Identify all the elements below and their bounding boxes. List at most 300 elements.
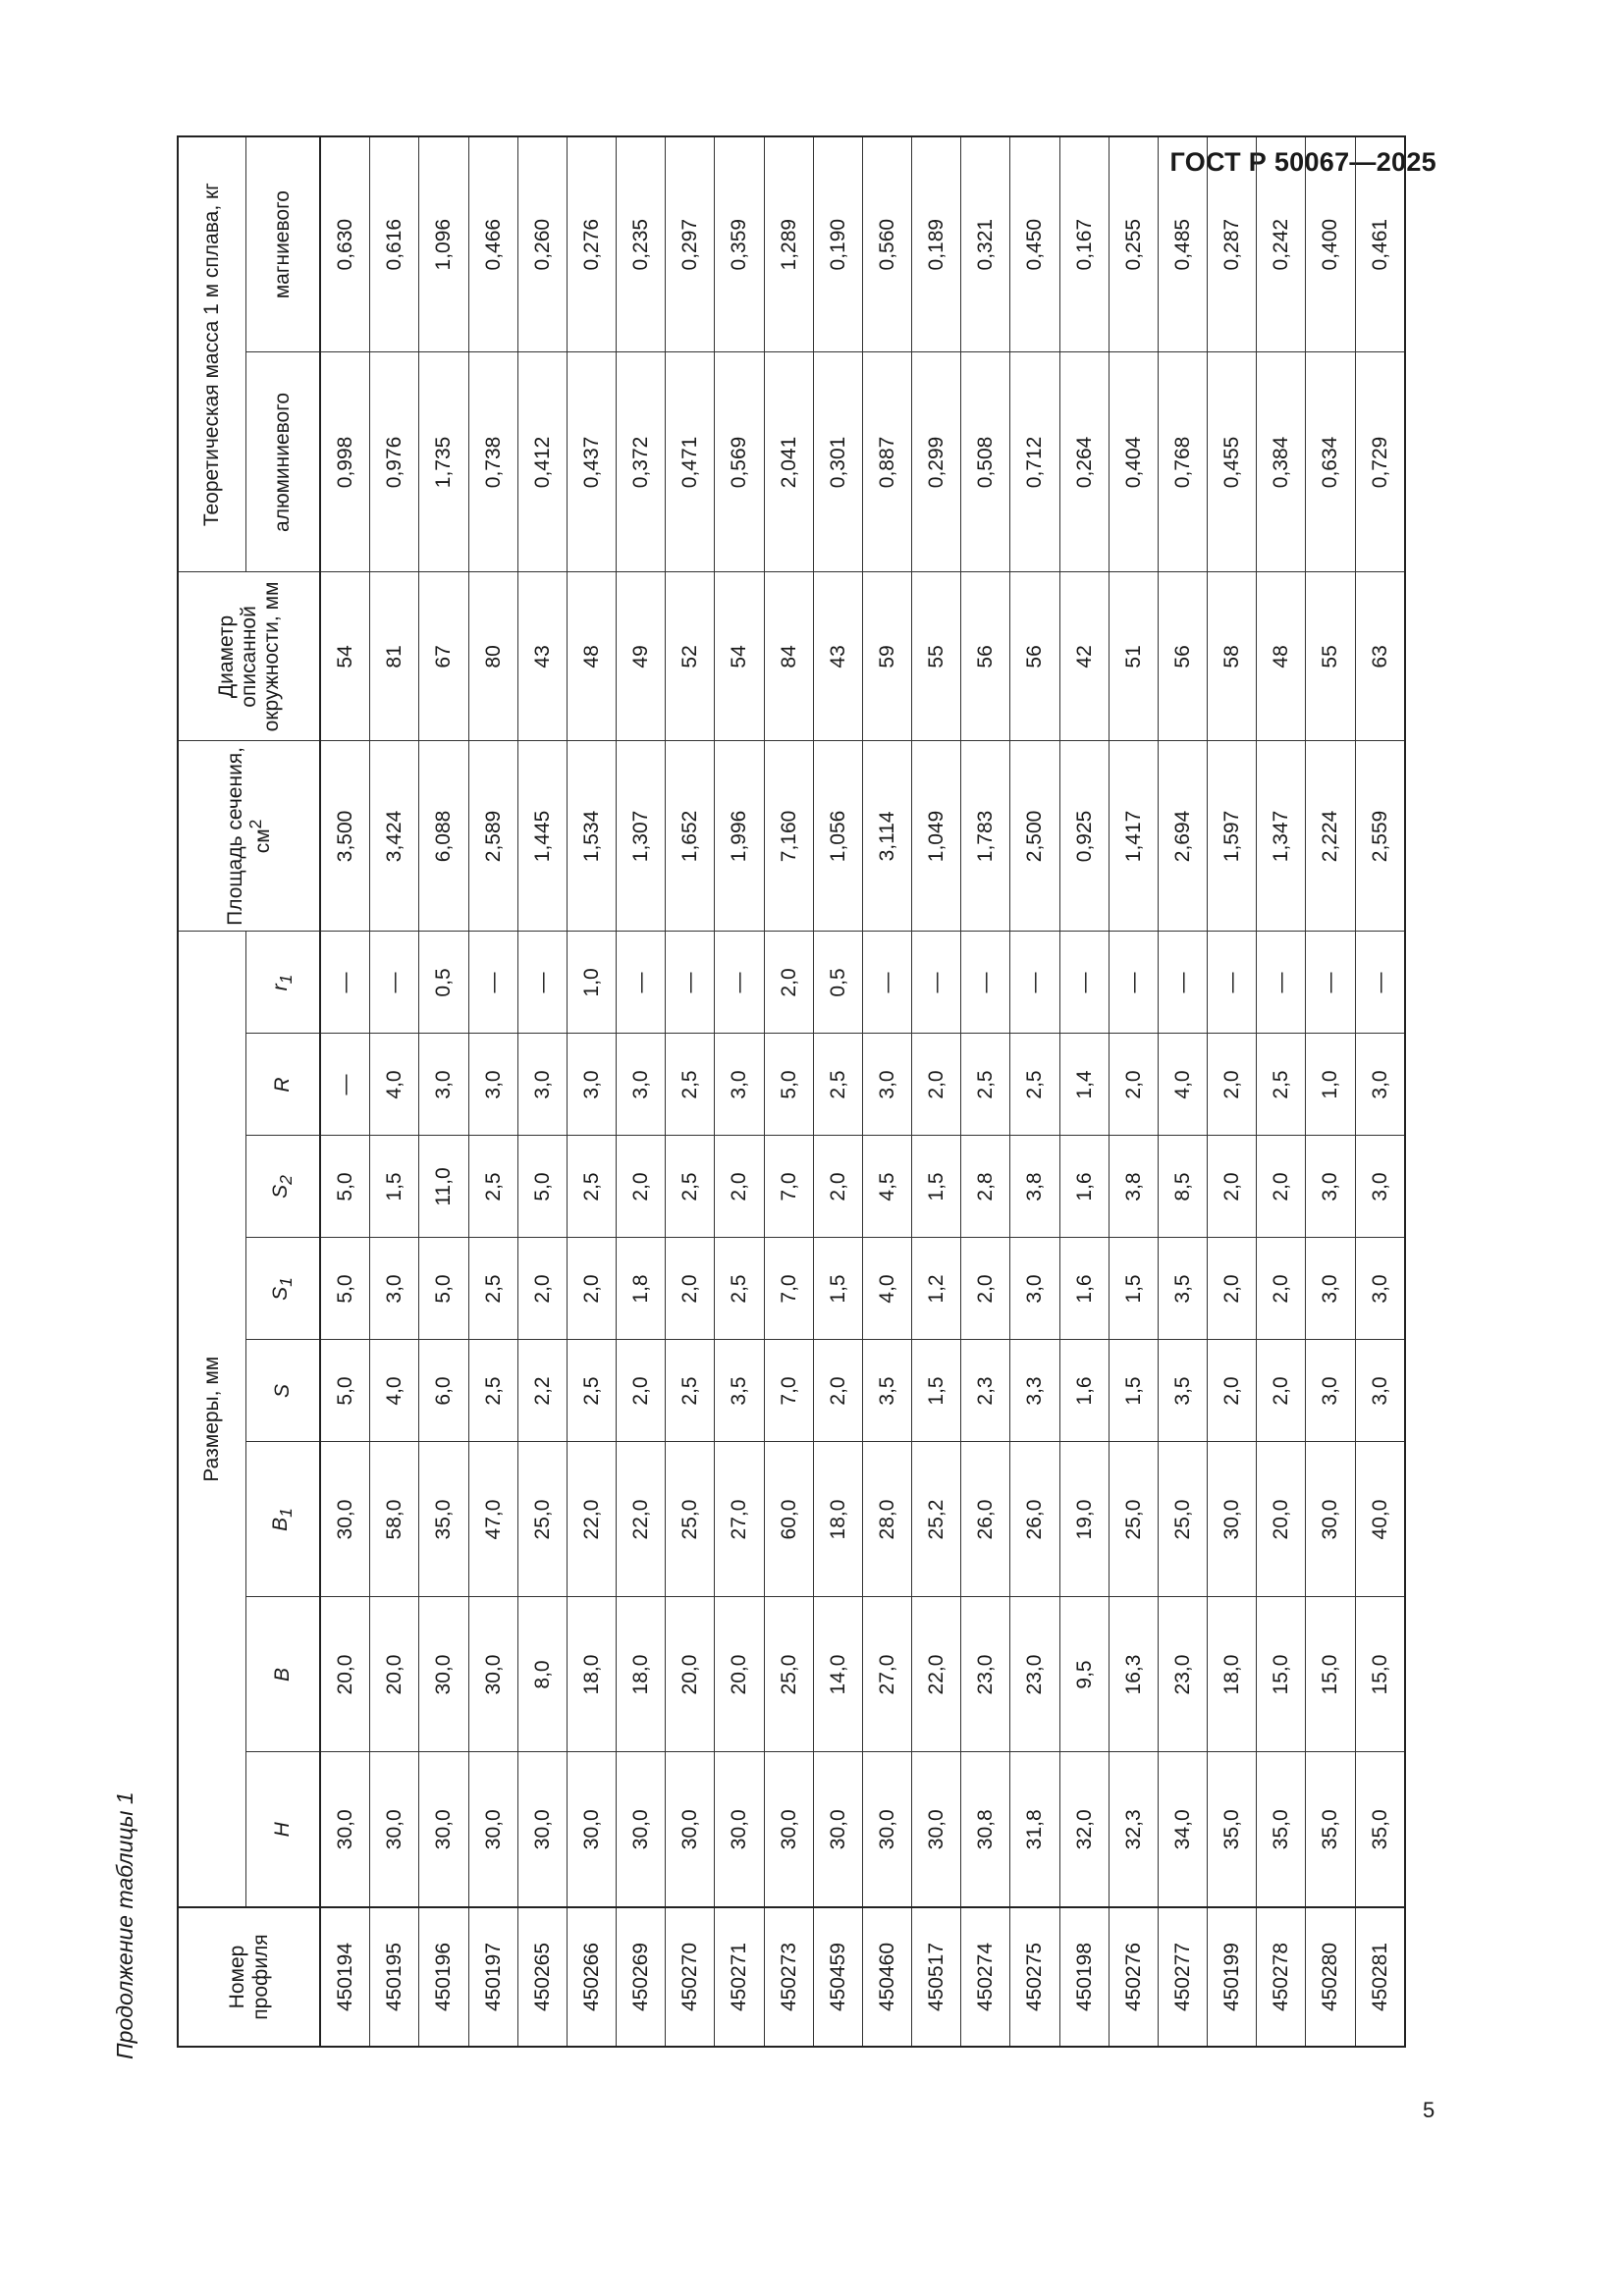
header-area: Площадь сечения, $см^2$ bbox=[178, 741, 320, 932]
table-cell: 2,5 bbox=[468, 1238, 517, 1340]
table-cell: 30,0 bbox=[320, 1752, 370, 1907]
table-cell: 9,5 bbox=[1059, 1597, 1109, 1752]
table-cell: 2,0 bbox=[1208, 1034, 1257, 1136]
table-cell: — bbox=[666, 932, 715, 1034]
table-cell: 2,0 bbox=[1109, 1034, 1158, 1136]
table-cell: 2,0 bbox=[666, 1238, 715, 1340]
table-cell: 8,0 bbox=[517, 1597, 567, 1752]
table-cell: 30,0 bbox=[715, 1752, 764, 1907]
table-cell: 2,5 bbox=[715, 1238, 764, 1340]
header-r: R bbox=[246, 1034, 321, 1136]
table-cell: 5,0 bbox=[517, 1136, 567, 1238]
table-cell: 2,0 bbox=[912, 1034, 961, 1136]
table-body bbox=[320, 136, 1405, 2047]
header-s1: $S_1$ bbox=[246, 1238, 321, 1340]
table-cell: 55 bbox=[1306, 572, 1355, 741]
table-cell: 51 bbox=[1109, 572, 1158, 741]
table-cell: 0,321 bbox=[961, 136, 1010, 352]
page-number: 5 bbox=[1423, 2098, 1435, 2122]
header-b: B bbox=[246, 1597, 321, 1752]
table-cell: 0,299 bbox=[912, 352, 961, 572]
table-cell: 30,0 bbox=[370, 1752, 419, 1907]
table-cell: 2,589 bbox=[468, 741, 517, 932]
profile-number-cell: 450280 bbox=[1306, 1907, 1355, 2047]
table-row bbox=[468, 136, 517, 2047]
table-cell: 0,461 bbox=[1355, 136, 1405, 352]
table-cell: 0,450 bbox=[1010, 136, 1059, 352]
table-row bbox=[517, 136, 567, 2047]
header-diameter: Диаметр описанной окружности, мм bbox=[178, 572, 320, 741]
rotated-table-wrapper bbox=[177, 183, 1406, 2048]
table-row bbox=[1208, 136, 1257, 2047]
table-cell: 0,404 bbox=[1109, 352, 1158, 572]
table-cell: — bbox=[715, 932, 764, 1034]
table-cell: 3,500 bbox=[320, 741, 370, 932]
table-cell: 0,359 bbox=[715, 136, 764, 352]
header-s2: $S_2$ bbox=[246, 1136, 321, 1238]
table-cell: 18,0 bbox=[1208, 1597, 1257, 1752]
table-cell: 0,925 bbox=[1059, 741, 1109, 932]
table-cell: 0,384 bbox=[1257, 352, 1306, 572]
table-cell: 2,5 bbox=[666, 1340, 715, 1442]
table-cell: 3,114 bbox=[862, 741, 911, 932]
table-row bbox=[961, 136, 1010, 2047]
table-cell: 3,0 bbox=[1355, 1238, 1405, 1340]
profile-number-cell: 450194 bbox=[320, 1907, 370, 2047]
table-cell: 30,8 bbox=[961, 1752, 1010, 1907]
table-cell: 0,5 bbox=[813, 932, 862, 1034]
table-cell: 2,041 bbox=[764, 352, 813, 572]
table-cell: 25,2 bbox=[912, 1442, 961, 1597]
table-cell: 0,260 bbox=[517, 136, 567, 352]
table-cell: 15,0 bbox=[1355, 1597, 1405, 1752]
table-cell: 7,0 bbox=[764, 1340, 813, 1442]
table-cell: 2,0 bbox=[1208, 1136, 1257, 1238]
table-cell: 23,0 bbox=[961, 1597, 1010, 1752]
table-cell: 67 bbox=[419, 572, 468, 741]
table-cell: 0,712 bbox=[1010, 352, 1059, 572]
table-cell: 2,0 bbox=[1208, 1340, 1257, 1442]
table-cell: — bbox=[370, 932, 419, 1034]
table-cell: — bbox=[617, 932, 666, 1034]
table-cell: 1,096 bbox=[419, 136, 468, 352]
table-cell: 20,0 bbox=[666, 1597, 715, 1752]
table-cell: 0,508 bbox=[961, 352, 1010, 572]
table-cell: 2,8 bbox=[961, 1136, 1010, 1238]
table-cell: 3,0 bbox=[567, 1034, 616, 1136]
table-cell: 2,5 bbox=[468, 1340, 517, 1442]
table-cell: 0,235 bbox=[617, 136, 666, 352]
table-cell: 43 bbox=[517, 572, 567, 741]
table-row bbox=[1109, 136, 1158, 2047]
table-row bbox=[567, 136, 616, 2047]
table-cell: 2,694 bbox=[1158, 741, 1207, 932]
table-cell: 1,735 bbox=[419, 352, 468, 572]
table-cell: 20,0 bbox=[320, 1597, 370, 1752]
table-cell: 43 bbox=[813, 572, 862, 741]
table-cell: 35,0 bbox=[1306, 1752, 1355, 1907]
table-cell: 6,088 bbox=[419, 741, 468, 932]
table-cell: 2,0 bbox=[567, 1238, 616, 1340]
table-cell: 3,0 bbox=[517, 1034, 567, 1136]
table-cell: 18,0 bbox=[813, 1442, 862, 1597]
table-cell: 0,616 bbox=[370, 136, 419, 352]
table-cell: 2,5 bbox=[1257, 1034, 1306, 1136]
table-cell: 3,0 bbox=[715, 1034, 764, 1136]
table-row bbox=[1158, 136, 1207, 2047]
table-cell: 1,4 bbox=[1059, 1034, 1109, 1136]
header-profile-number: Номер профиля bbox=[178, 1907, 320, 2047]
profile-number-cell: 450197 bbox=[468, 1907, 517, 2047]
table-cell: — bbox=[1208, 932, 1257, 1034]
table-cell: 30,0 bbox=[419, 1752, 468, 1907]
table-cell: 58,0 bbox=[370, 1442, 419, 1597]
table-row bbox=[715, 136, 764, 2047]
table-cell: 1,5 bbox=[1109, 1238, 1158, 1340]
table-cell: 80 bbox=[468, 572, 517, 741]
table-row bbox=[862, 136, 911, 2047]
table-cell: 1,0 bbox=[567, 932, 616, 1034]
table-cell: 0,301 bbox=[813, 352, 862, 572]
table-cell: 35,0 bbox=[1257, 1752, 1306, 1907]
table-cell: 3,5 bbox=[1158, 1238, 1207, 1340]
table-row bbox=[1306, 136, 1355, 2047]
table-cell: 30,0 bbox=[617, 1752, 666, 1907]
table-cell: 1,597 bbox=[1208, 741, 1257, 932]
table-cell: 2,0 bbox=[961, 1238, 1010, 1340]
header-magnesium: магниевого bbox=[246, 136, 321, 352]
table-cell: 4,5 bbox=[862, 1136, 911, 1238]
table-cell: 30,0 bbox=[468, 1752, 517, 1907]
table-cell: 1,6 bbox=[1059, 1238, 1109, 1340]
table-cell: — bbox=[1158, 932, 1207, 1034]
table-cell: 0,976 bbox=[370, 352, 419, 572]
table-cell: — bbox=[1059, 932, 1109, 1034]
document-id: ГОСТ Р 50067—2025 bbox=[1169, 147, 1436, 177]
profile-number-cell: 450517 bbox=[912, 1907, 961, 2047]
table-cell: 25,0 bbox=[1109, 1442, 1158, 1597]
profile-number-cell: 450199 bbox=[1208, 1907, 1257, 2047]
table-cell: 22,0 bbox=[912, 1597, 961, 1752]
table-cell: 1,5 bbox=[912, 1136, 961, 1238]
header-r1: $r_1$ bbox=[246, 932, 321, 1034]
table-cell: 2,559 bbox=[1355, 741, 1405, 932]
table-cell: 30,0 bbox=[764, 1752, 813, 1907]
table-cell: 59 bbox=[862, 572, 911, 741]
table-cell: 2,0 bbox=[1257, 1136, 1306, 1238]
table-cell: 3,0 bbox=[1010, 1238, 1059, 1340]
profile-number-cell: 450265 bbox=[517, 1907, 567, 2047]
table-cell: 1,307 bbox=[617, 741, 666, 932]
table-cell: 0,242 bbox=[1257, 136, 1306, 352]
table-cell: 0,738 bbox=[468, 352, 517, 572]
table-cell: — bbox=[1257, 932, 1306, 1034]
table-cell: 1,783 bbox=[961, 741, 1010, 932]
table-cell: 27,0 bbox=[862, 1597, 911, 1752]
table-cell: 8,5 bbox=[1158, 1136, 1207, 1238]
table-cell: 30,0 bbox=[912, 1752, 961, 1907]
table-cell: 5,0 bbox=[419, 1238, 468, 1340]
table-cell: 1,289 bbox=[764, 136, 813, 352]
table-cell: 7,0 bbox=[764, 1136, 813, 1238]
table-cell: 0,887 bbox=[862, 352, 911, 572]
table-row bbox=[1010, 136, 1059, 2047]
table-cell: 0,768 bbox=[1158, 352, 1207, 572]
table-cell: 2,5 bbox=[567, 1136, 616, 1238]
table-cell: 6,0 bbox=[419, 1340, 468, 1442]
table-cell: 2,500 bbox=[1010, 741, 1059, 932]
table-cell: 30,0 bbox=[468, 1597, 517, 1752]
table-cell: 15,0 bbox=[1306, 1597, 1355, 1752]
table-cell: 25,0 bbox=[764, 1597, 813, 1752]
table-cell: 54 bbox=[715, 572, 764, 741]
table-cell: 3,0 bbox=[1355, 1340, 1405, 1442]
table-cell: 1,996 bbox=[715, 741, 764, 932]
table-cell: 0,560 bbox=[862, 136, 911, 352]
table-cell: 15,0 bbox=[1257, 1597, 1306, 1752]
table-cell: — bbox=[517, 932, 567, 1034]
profile-number-cell: 450276 bbox=[1109, 1907, 1158, 2047]
table-cell: 23,0 bbox=[1158, 1597, 1207, 1752]
table-cell: 1,0 bbox=[1306, 1034, 1355, 1136]
table-cell: 4,0 bbox=[370, 1340, 419, 1442]
table-cell: 56 bbox=[1010, 572, 1059, 741]
table-cell: 31,8 bbox=[1010, 1752, 1059, 1907]
profile-number-cell: 450275 bbox=[1010, 1907, 1059, 2047]
table-cell: 30,0 bbox=[1208, 1442, 1257, 1597]
table-cell: 1,5 bbox=[912, 1340, 961, 1442]
table-cell: 1,652 bbox=[666, 741, 715, 932]
table-cell: — bbox=[1109, 932, 1158, 1034]
table-cell: 30,0 bbox=[567, 1752, 616, 1907]
table-cell: 18,0 bbox=[617, 1597, 666, 1752]
header-mass-group: Теоретическая масса 1 м сплава, кг bbox=[178, 136, 246, 572]
table-row bbox=[1059, 136, 1109, 2047]
table-cell: 20,0 bbox=[715, 1597, 764, 1752]
table-cell: 2,2 bbox=[517, 1340, 567, 1442]
table-cell: 30,0 bbox=[320, 1442, 370, 1597]
table-cell: 58 bbox=[1208, 572, 1257, 741]
table-cell: 25,0 bbox=[1158, 1442, 1207, 1597]
table-cell: 3,0 bbox=[1355, 1034, 1405, 1136]
table-cell: 1,5 bbox=[813, 1238, 862, 1340]
table-cell: — bbox=[1306, 932, 1355, 1034]
table-cell: 0,466 bbox=[468, 136, 517, 352]
table-cell: 2,0 bbox=[813, 1340, 862, 1442]
profile-number-cell: 450459 bbox=[813, 1907, 862, 2047]
table-cell: 25,0 bbox=[517, 1442, 567, 1597]
table-cell: 49 bbox=[617, 572, 666, 741]
profile-number-cell: 450460 bbox=[862, 1907, 911, 2047]
table-cell: 27,0 bbox=[715, 1442, 764, 1597]
table-cell: 30,0 bbox=[419, 1597, 468, 1752]
table-cell: 0,372 bbox=[617, 352, 666, 572]
table-row bbox=[666, 136, 715, 2047]
table-cell: 2,0 bbox=[813, 1136, 862, 1238]
table-cell: 0,455 bbox=[1208, 352, 1257, 572]
table-cell: 30,0 bbox=[813, 1752, 862, 1907]
table-cell: 11,0 bbox=[419, 1136, 468, 1238]
table-cell: 4,0 bbox=[1158, 1034, 1207, 1136]
table-cell: 2,0 bbox=[617, 1340, 666, 1442]
header-h: H bbox=[246, 1752, 321, 1907]
profile-number-cell: 450270 bbox=[666, 1907, 715, 2047]
table-cell: 2,0 bbox=[1257, 1238, 1306, 1340]
table-cell: 52 bbox=[666, 572, 715, 741]
table-cell: 0,471 bbox=[666, 352, 715, 572]
table-continuation-caption: Продолжение таблицы 1 bbox=[112, 1791, 137, 2059]
table-cell: 4,0 bbox=[862, 1238, 911, 1340]
table-cell: 3,0 bbox=[862, 1034, 911, 1136]
table-cell: 16,3 bbox=[1109, 1597, 1158, 1752]
table-cell: 35,0 bbox=[1355, 1752, 1405, 1907]
table-cell: 0,255 bbox=[1109, 136, 1158, 352]
table-cell: 35,0 bbox=[1208, 1752, 1257, 1907]
table-cell: 1,445 bbox=[517, 741, 567, 932]
table-cell: 5,0 bbox=[320, 1238, 370, 1340]
table-row bbox=[320, 136, 370, 2047]
table-cell: 2,0 bbox=[715, 1136, 764, 1238]
profile-number-cell: 450273 bbox=[764, 1907, 813, 2047]
table-row bbox=[1257, 136, 1306, 2047]
profile-number-cell: 450278 bbox=[1257, 1907, 1306, 2047]
table-cell: 5,0 bbox=[764, 1034, 813, 1136]
table-cell: 48 bbox=[567, 572, 616, 741]
table-cell: 35,0 bbox=[419, 1442, 468, 1597]
table-row bbox=[764, 136, 813, 2047]
table-cell: 22,0 bbox=[567, 1442, 616, 1597]
table-cell: — bbox=[1355, 932, 1405, 1034]
table-cell: 2,0 bbox=[617, 1136, 666, 1238]
table-cell: 2,5 bbox=[1010, 1034, 1059, 1136]
table-cell: 0,634 bbox=[1306, 352, 1355, 572]
table-cell: 81 bbox=[370, 572, 419, 741]
table-cell: 1,2 bbox=[912, 1238, 961, 1340]
table-cell: 3,5 bbox=[862, 1340, 911, 1442]
table-cell: 5,0 bbox=[320, 1136, 370, 1238]
table-cell: — bbox=[862, 932, 911, 1034]
table-cell: 0,729 bbox=[1355, 352, 1405, 572]
table-row bbox=[813, 136, 862, 2047]
table-cell: 3,8 bbox=[1010, 1136, 1059, 1238]
table-cell: — bbox=[468, 932, 517, 1034]
table-cell: 0,297 bbox=[666, 136, 715, 352]
table-cell: 56 bbox=[961, 572, 1010, 741]
table-cell: 2,0 bbox=[517, 1238, 567, 1340]
table-cell: 2,5 bbox=[813, 1034, 862, 1136]
profile-number-cell: 450281 bbox=[1355, 1907, 1405, 2047]
table-cell: 4,0 bbox=[370, 1034, 419, 1136]
table-cell: 7,160 bbox=[764, 741, 813, 932]
table-cell: 1,417 bbox=[1109, 741, 1158, 932]
header-sizes-group: Размеры, мм bbox=[178, 932, 246, 1907]
table-cell: 30,0 bbox=[862, 1752, 911, 1907]
table-cell: 3,0 bbox=[1306, 1238, 1355, 1340]
table-cell: — bbox=[320, 932, 370, 1034]
table-cell: 20,0 bbox=[1257, 1442, 1306, 1597]
table-cell: 0,437 bbox=[567, 352, 616, 572]
table-cell: 2,5 bbox=[666, 1136, 715, 1238]
table-cell: 0,264 bbox=[1059, 352, 1109, 572]
profile-number-cell: 450269 bbox=[617, 1907, 666, 2047]
table-cell: 47,0 bbox=[468, 1442, 517, 1597]
table-cell: 18,0 bbox=[567, 1597, 616, 1752]
table-cell: 1,6 bbox=[1059, 1136, 1109, 1238]
table-cell: 3,8 bbox=[1109, 1136, 1158, 1238]
table-cell: 30,0 bbox=[666, 1752, 715, 1907]
table-cell: 0,190 bbox=[813, 136, 862, 352]
table-row bbox=[1355, 136, 1405, 2047]
table-cell: 32,3 bbox=[1109, 1752, 1158, 1907]
table-cell: 2,0 bbox=[764, 932, 813, 1034]
table-cell: 2,0 bbox=[1257, 1340, 1306, 1442]
table-cell: 0,189 bbox=[912, 136, 961, 352]
table-cell: 0,287 bbox=[1208, 136, 1257, 352]
table-cell: 42 bbox=[1059, 572, 1109, 741]
table-cell: 34,0 bbox=[1158, 1752, 1207, 1907]
table-cell: 3,0 bbox=[617, 1034, 666, 1136]
table-cell: 0,412 bbox=[517, 352, 567, 572]
table-cell: — bbox=[912, 932, 961, 1034]
table-row bbox=[912, 136, 961, 2047]
table-cell: 30,0 bbox=[517, 1752, 567, 1907]
table-cell: 2,5 bbox=[961, 1034, 1010, 1136]
table-cell: 19,0 bbox=[1059, 1442, 1109, 1597]
table-cell: 55 bbox=[912, 572, 961, 741]
table-cell: 0,167 bbox=[1059, 136, 1109, 352]
table-row bbox=[370, 136, 419, 2047]
table-cell: 26,0 bbox=[961, 1442, 1010, 1597]
table-cell: 0,998 bbox=[320, 352, 370, 572]
table-cell: 1,5 bbox=[370, 1136, 419, 1238]
header-s: S bbox=[246, 1340, 321, 1442]
table-cell: 60,0 bbox=[764, 1442, 813, 1597]
table-cell: 40,0 bbox=[1355, 1442, 1405, 1597]
table-cell: 3,5 bbox=[715, 1340, 764, 1442]
table-cell: 2,0 bbox=[1208, 1238, 1257, 1340]
header-b1: $B_1$ bbox=[246, 1442, 321, 1597]
table-cell: 3,0 bbox=[468, 1034, 517, 1136]
table-cell: 0,5 bbox=[419, 932, 468, 1034]
table-cell: 0,630 bbox=[320, 136, 370, 352]
table-cell: 3,0 bbox=[419, 1034, 468, 1136]
table-cell: 23,0 bbox=[1010, 1597, 1059, 1752]
table-cell: 2,3 bbox=[961, 1340, 1010, 1442]
table-cell: 1,8 bbox=[617, 1238, 666, 1340]
table-cell: 7,0 bbox=[764, 1238, 813, 1340]
table-cell: 2,224 bbox=[1306, 741, 1355, 932]
table-cell: 20,0 bbox=[370, 1597, 419, 1752]
table-cell: 63 bbox=[1355, 572, 1405, 741]
table-cell: 1,534 bbox=[567, 741, 616, 932]
table-cell: 3,424 bbox=[370, 741, 419, 932]
table-cell: 3,0 bbox=[1306, 1136, 1355, 1238]
table-cell: 0,569 bbox=[715, 352, 764, 572]
table-cell: 54 bbox=[320, 572, 370, 741]
table-cell: 56 bbox=[1158, 572, 1207, 741]
table-cell: 1,056 bbox=[813, 741, 862, 932]
table-cell: 2,5 bbox=[468, 1136, 517, 1238]
table-cell: 26,0 bbox=[1010, 1442, 1059, 1597]
profile-number-cell: 450195 bbox=[370, 1907, 419, 2047]
table-cell: — bbox=[1010, 932, 1059, 1034]
table-cell: 0,400 bbox=[1306, 136, 1355, 352]
table-cell: 25,0 bbox=[666, 1442, 715, 1597]
header-aluminum: алюминиевого bbox=[246, 352, 321, 572]
table-cell: — bbox=[961, 932, 1010, 1034]
table-cell: 30,0 bbox=[1306, 1442, 1355, 1597]
table-cell: 84 bbox=[764, 572, 813, 741]
